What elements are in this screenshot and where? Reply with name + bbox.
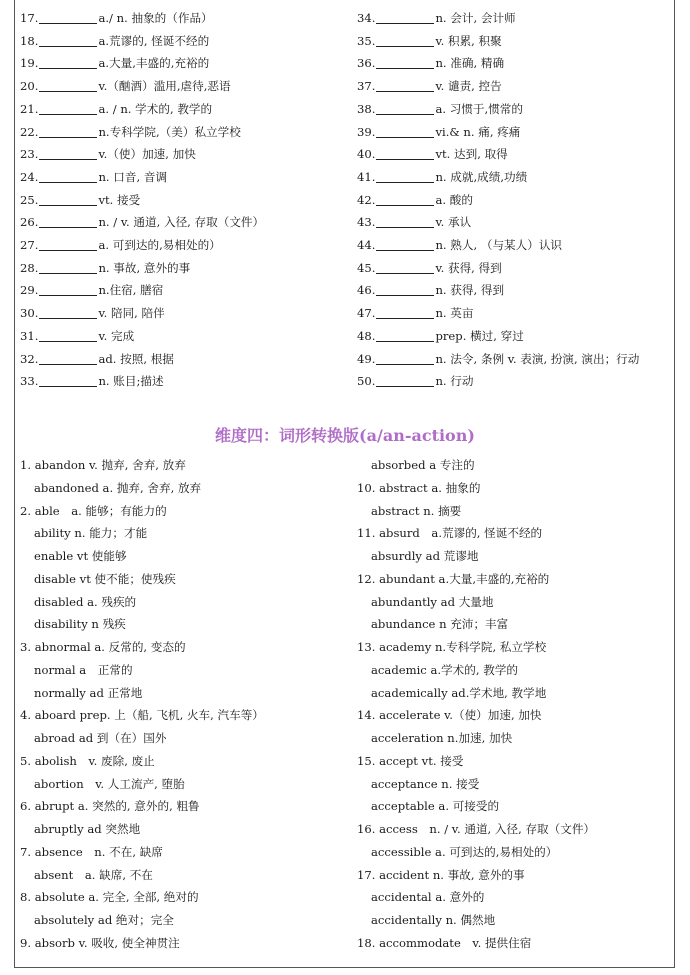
item-definition: n. 账目;描述 bbox=[98, 374, 164, 389]
exercise-item bbox=[357, 121, 520, 143]
item-number: 45. bbox=[357, 260, 376, 275]
exercise-item bbox=[357, 211, 471, 233]
word-entry: academic a.学术的, 教学的 bbox=[371, 662, 519, 677]
word-entry: 7. absence n. 不在, 缺席 bbox=[20, 844, 163, 859]
item-number: 41. bbox=[357, 169, 376, 184]
item-number: 49. bbox=[357, 351, 376, 366]
word-entry: abroad ad 到（在）国外 bbox=[34, 731, 167, 745]
answer-blank[interactable] bbox=[376, 54, 434, 69]
item-number: 30. bbox=[20, 306, 39, 321]
exercise-item bbox=[357, 257, 502, 279]
word-entry: abstract n. 摘要 bbox=[371, 503, 462, 518]
item-definition: n. 熟人, （与某人）认识 bbox=[435, 238, 563, 252]
word-entry: 15. accept vt. 接受 bbox=[357, 753, 464, 768]
item-definition: n.住宿, 膳宿 bbox=[98, 283, 164, 298]
item-definition: a. 习惯于,惯常的 bbox=[435, 101, 523, 116]
exercise-item bbox=[20, 7, 213, 29]
answer-blank[interactable] bbox=[39, 9, 97, 24]
exercise-item bbox=[357, 75, 502, 97]
word-entry: ability n. 能力；才能 bbox=[34, 526, 148, 541]
item-number: 47. bbox=[357, 306, 376, 321]
item-definition: v.（使）加速, 加快 bbox=[98, 147, 196, 162]
word-entry: normal a 正常的 bbox=[34, 662, 133, 677]
word-entry: accidental a. 意外的 bbox=[371, 890, 485, 905]
exercise-item bbox=[20, 257, 190, 279]
item-number: 28. bbox=[20, 260, 39, 275]
word-entry: abundance n 充沛；丰富 bbox=[371, 617, 509, 632]
item-number: 43. bbox=[357, 215, 376, 230]
item-definition: n. 成就,成绩,功绩 bbox=[435, 169, 528, 184]
item-number: 26. bbox=[20, 215, 39, 230]
item-definition: a.荒谬的, 怪诞不经的 bbox=[98, 33, 210, 48]
item-number: 19. bbox=[20, 56, 39, 71]
answer-blank[interactable] bbox=[376, 100, 434, 115]
answer-blank[interactable] bbox=[376, 350, 434, 365]
answer-blank[interactable] bbox=[39, 236, 97, 251]
answer-blank[interactable] bbox=[376, 304, 434, 319]
item-number: 21. bbox=[20, 101, 39, 116]
word-entry: accessible a. 可到达的,易相处的） bbox=[371, 844, 558, 859]
item-definition: a. 可到达的,易相处的） bbox=[98, 238, 221, 252]
item-number: 50. bbox=[357, 374, 376, 389]
word-entry: enable vt 使能够 bbox=[34, 549, 127, 563]
word-entry: absolutely ad 绝对；完全 bbox=[34, 913, 174, 927]
exercise-item bbox=[357, 166, 527, 188]
word-entry: accidentally n. 偶然地 bbox=[371, 913, 496, 927]
exercise-item bbox=[357, 370, 473, 392]
answer-blank[interactable] bbox=[39, 259, 97, 274]
exercise-item bbox=[20, 121, 241, 143]
exercise-item bbox=[20, 52, 209, 74]
item-number: 22. bbox=[20, 124, 39, 139]
item-number: 17. bbox=[20, 11, 39, 25]
word-entry: 8. absolute a. 完全, 全部, 绝对的 bbox=[20, 890, 199, 905]
item-definition: n. 行动 bbox=[435, 374, 474, 389]
exercise-item bbox=[357, 302, 473, 324]
answer-blank[interactable] bbox=[376, 213, 434, 228]
item-number: 40. bbox=[357, 147, 376, 162]
exercise-item bbox=[20, 348, 174, 370]
item-definition: vt. 接受 bbox=[98, 192, 141, 207]
exercise-item bbox=[357, 52, 504, 74]
item-number: 24. bbox=[20, 169, 39, 184]
exercise-item bbox=[20, 234, 221, 256]
answer-blank[interactable] bbox=[39, 145, 97, 160]
item-number: 33. bbox=[20, 374, 39, 389]
answer-blank[interactable] bbox=[39, 168, 97, 183]
word-entry: 5. abolish v. 废除, 废止 bbox=[20, 753, 155, 768]
item-number: 42. bbox=[357, 192, 376, 207]
exercise-item bbox=[20, 189, 140, 211]
exercise-item bbox=[357, 30, 502, 52]
answer-blank[interactable] bbox=[376, 32, 434, 47]
item-definition: a. 酸的 bbox=[435, 192, 473, 207]
item-definition: n. 获得, 得到 bbox=[435, 283, 505, 298]
item-definition: a.大量,丰盛的,充裕的 bbox=[98, 56, 210, 71]
item-number: 39. bbox=[357, 124, 376, 139]
word-entry: absurdly ad 荒谬地 bbox=[371, 549, 479, 563]
word-entry: 18. accommodate v. 提供住宿 bbox=[357, 935, 532, 950]
exercise-item bbox=[20, 75, 231, 97]
exercise-item bbox=[20, 30, 209, 52]
exercise-item bbox=[357, 325, 524, 347]
item-number: 35. bbox=[357, 33, 376, 48]
answer-blank[interactable] bbox=[376, 77, 434, 92]
word-entry: acceptable a. 可接受的 bbox=[371, 799, 500, 814]
item-number: 29. bbox=[20, 283, 39, 298]
answer-blank[interactable] bbox=[376, 327, 434, 342]
word-entry: abundantly ad 大量地 bbox=[371, 594, 494, 609]
word-entry: acceptance n. 接受 bbox=[371, 776, 480, 791]
word-entry: 9. absorb v. 吸收, 使全神贯注 bbox=[20, 935, 180, 950]
item-number: 32. bbox=[20, 351, 39, 366]
word-entry: 13. academy n.专科学院, 私立学校 bbox=[357, 640, 547, 654]
word-entry: disability n 残疾 bbox=[34, 617, 126, 632]
exercise-item bbox=[357, 143, 508, 165]
item-definition: prep. 横过, 穿过 bbox=[435, 328, 524, 343]
exercise-item bbox=[20, 143, 196, 165]
answer-blank[interactable] bbox=[39, 281, 97, 296]
exercise-item bbox=[20, 279, 163, 301]
answer-blank[interactable] bbox=[39, 77, 97, 92]
exercise-item bbox=[20, 166, 167, 188]
exercise-item bbox=[20, 325, 134, 347]
item-definition: n. 会计, 会计师 bbox=[435, 11, 516, 25]
word-entry: 17. accident n. 事故, 意外的事 bbox=[357, 867, 525, 882]
word-entry: 4. aboard prep. 上（船, 飞机, 火车, 汽车等） bbox=[20, 708, 264, 723]
exercise-item bbox=[357, 98, 523, 120]
item-definition: n.专科学院,（美）私立学校 bbox=[98, 124, 241, 139]
answer-blank[interactable] bbox=[39, 123, 97, 138]
item-number: 27. bbox=[20, 238, 39, 252]
answer-blank[interactable] bbox=[376, 191, 434, 206]
item-number: 46. bbox=[357, 283, 376, 298]
item-definition: v. 积累, 积聚 bbox=[435, 33, 502, 48]
word-entry: 14. accelerate v.（使）加速, 加快 bbox=[357, 708, 542, 723]
answer-blank[interactable] bbox=[376, 281, 434, 296]
word-entry: disable vt 使不能；使残疾 bbox=[34, 571, 176, 586]
item-definition: n. 事故, 意外的事 bbox=[98, 260, 191, 275]
word-entry: 10. abstract a. 抽象的 bbox=[357, 480, 481, 495]
item-definition: v.（酗酒）滥用,虐待,恶语 bbox=[98, 79, 231, 94]
item-number: 23. bbox=[20, 147, 39, 162]
item-number: 44. bbox=[357, 238, 376, 252]
answer-blank[interactable] bbox=[376, 123, 434, 138]
exercise-item bbox=[357, 279, 504, 301]
word-entry: 6. abrupt a. 突然的, 意外的, 粗鲁 bbox=[20, 799, 200, 814]
exercise-item bbox=[357, 348, 639, 370]
item-number: 20. bbox=[20, 79, 39, 94]
item-definition: vi.& n. 痛, 疼痛 bbox=[435, 124, 521, 139]
answer-blank[interactable] bbox=[39, 372, 97, 387]
item-definition: n. 英亩 bbox=[435, 306, 474, 321]
answer-blank[interactable] bbox=[376, 168, 434, 183]
word-entry: academically ad.学术地, 教学地 bbox=[371, 685, 547, 700]
exercise-item bbox=[20, 302, 165, 324]
item-definition: n. 口音, 音调 bbox=[98, 169, 168, 184]
exercise-item bbox=[20, 98, 212, 120]
exercise-item bbox=[357, 189, 473, 211]
item-definition: v. 承认 bbox=[435, 215, 472, 230]
word-entry: 11. absurd a.荒谬的, 怪诞不经的 bbox=[357, 526, 543, 541]
word-entry: 2. able a. 能够；有能力的 bbox=[20, 503, 167, 518]
section-title: 维度四：词形转换版(a/an-action) bbox=[215, 426, 475, 445]
answer-blank[interactable] bbox=[39, 327, 97, 342]
item-number: 37. bbox=[357, 79, 376, 94]
word-entry: disabled a. 残疾的 bbox=[34, 594, 137, 609]
word-entry: 3. abnormal a. 反常的, 变态的 bbox=[20, 640, 186, 654]
item-number: 18. bbox=[20, 33, 39, 48]
word-entry: abruptly ad 突然地 bbox=[34, 822, 141, 836]
item-definition: n. / v. 通道, 入径, 存取（文件） bbox=[98, 215, 265, 230]
item-definition: v. 陪同, 陪伴 bbox=[98, 306, 165, 321]
item-definition: vt. 达到, 取得 bbox=[435, 147, 508, 162]
answer-blank[interactable] bbox=[376, 236, 434, 251]
word-entry: 16. access n. / v. 通道, 入径, 存取（文件） bbox=[357, 822, 596, 836]
answer-blank[interactable] bbox=[39, 191, 97, 206]
exercise-item bbox=[20, 370, 164, 392]
item-definition: n. 法令, 条例 v. 表演, 扮演, 演出；行动 bbox=[435, 351, 640, 366]
answer-blank[interactable] bbox=[376, 372, 434, 387]
item-definition: v. 谴责, 控告 bbox=[435, 79, 502, 94]
answer-blank[interactable] bbox=[39, 32, 97, 47]
item-number: 31. bbox=[20, 328, 39, 343]
item-definition: n. 准确, 精确 bbox=[435, 56, 505, 71]
answer-blank[interactable] bbox=[39, 54, 97, 69]
word-entry: acceleration n.加速, 加快 bbox=[371, 731, 513, 745]
word-entry: 12. abundant a.大量,丰盛的,充裕的 bbox=[357, 571, 550, 586]
answer-blank[interactable] bbox=[376, 145, 434, 160]
word-entry: abandoned a. 抛弃, 舍弃, 放弃 bbox=[34, 480, 202, 495]
item-number: 25. bbox=[20, 192, 39, 207]
word-entry: normally ad 正常地 bbox=[34, 685, 143, 700]
item-number: 36. bbox=[357, 56, 376, 71]
exercise-item bbox=[357, 234, 562, 256]
item-definition: a. / n. 学术的, 教学的 bbox=[98, 101, 213, 116]
item-definition: v. 获得, 得到 bbox=[435, 260, 502, 275]
item-definition: a./ n. 抽象的（作品） bbox=[98, 11, 213, 25]
exercise-item bbox=[20, 211, 264, 233]
item-number: 38. bbox=[357, 101, 376, 116]
answer-blank[interactable] bbox=[39, 213, 97, 228]
word-entry: 1. abandon v. 抛弃, 舍弃, 放弃 bbox=[20, 458, 186, 472]
answer-blank[interactable] bbox=[376, 9, 434, 24]
item-definition: ad. 按照, 根据 bbox=[98, 351, 174, 366]
answer-blank[interactable] bbox=[39, 350, 97, 365]
answer-blank[interactable] bbox=[376, 259, 434, 274]
exercise-item bbox=[357, 7, 516, 29]
answer-blank[interactable] bbox=[39, 100, 97, 115]
word-entry: absent a. 缺席, 不在 bbox=[34, 867, 153, 882]
item-number: 48. bbox=[357, 328, 376, 343]
item-number: 34. bbox=[357, 11, 376, 25]
item-definition: v. 完成 bbox=[98, 328, 135, 343]
word-entry: abortion v. 人工流产, 堕胎 bbox=[34, 776, 185, 791]
answer-blank[interactable] bbox=[39, 304, 97, 319]
word-entry: absorbed a 专注的 bbox=[371, 458, 475, 472]
